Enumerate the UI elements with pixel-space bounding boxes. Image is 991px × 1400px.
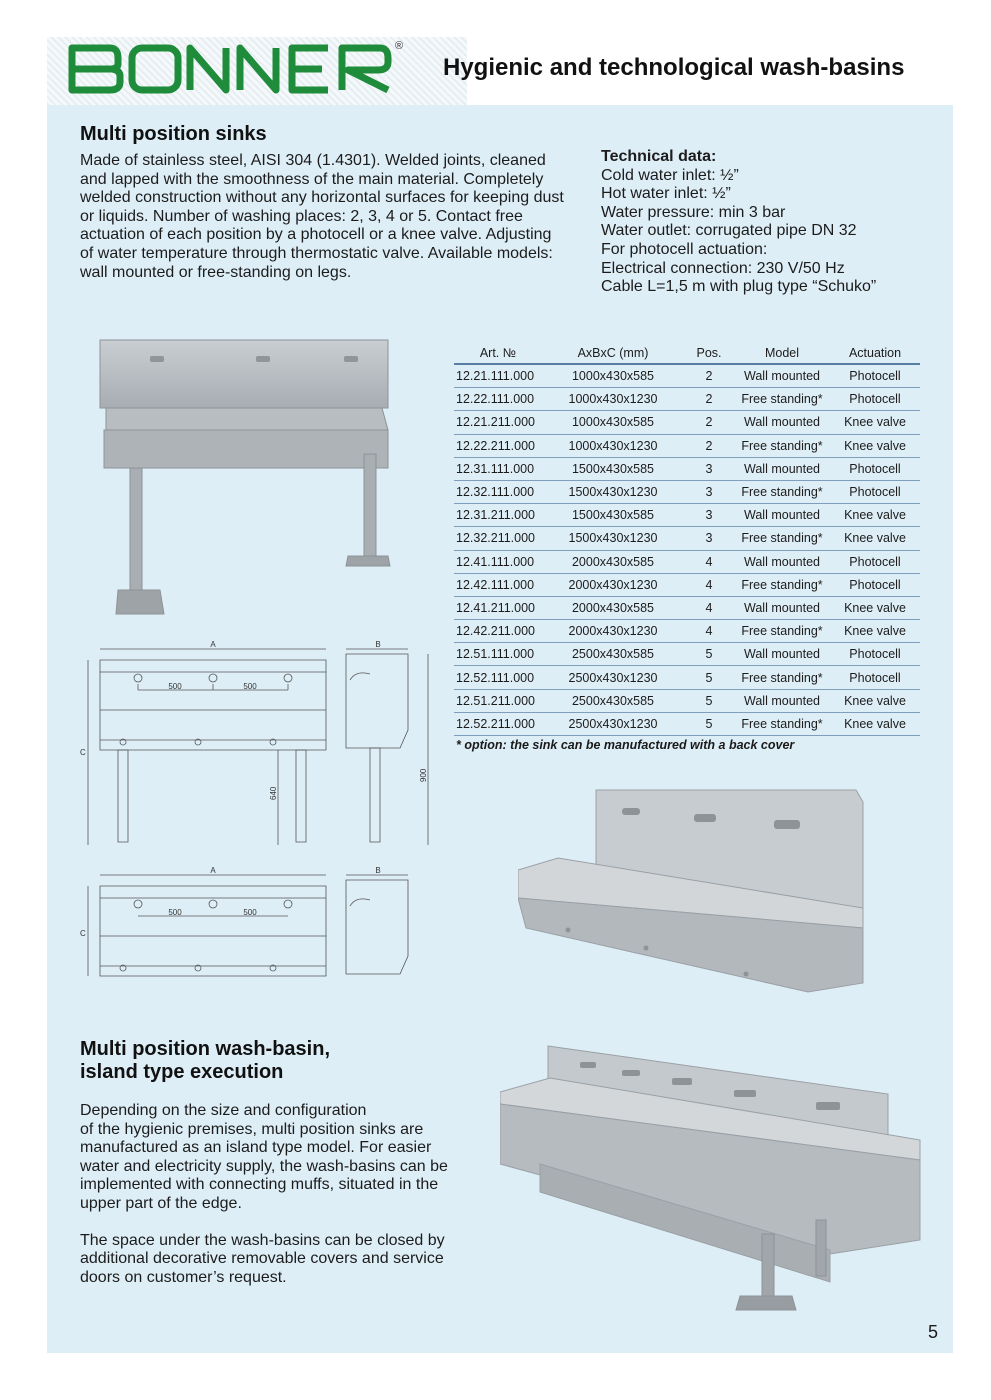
model-cell: Free standing* <box>734 527 830 550</box>
technical-line: For photocell actuation: <box>601 240 768 258</box>
dim-label-a: A <box>210 640 216 649</box>
technical-line: Cable L=1,5 m with plug type “Schuko” <box>601 278 877 296</box>
dim-label-c: C <box>80 929 86 938</box>
dimensions-cell: 1500x430x585 <box>542 504 684 527</box>
positions-cell: 5 <box>684 712 734 735</box>
technical-data <box>601 148 941 297</box>
description-line: or liquids. Number of washing places: 2, 3, 4 or 5. Contact free <box>80 207 523 225</box>
description-line: Made of stainless steel, AISI 304 (1.4301). Welded joints, cleaned <box>80 152 546 169</box>
dimensions-cell: 1500x430x1230 <box>542 480 684 503</box>
section-heading: Multi position sinks <box>80 123 267 145</box>
registered-mark: ® <box>395 40 404 52</box>
dimensions-cell: 1500x430x585 <box>542 457 684 480</box>
actuation-cell: Knee valve <box>830 504 920 527</box>
article-number-cell: 12.51.211.000 <box>454 689 542 712</box>
dimensions-cell: 2500x430x1230 <box>542 712 684 735</box>
dimensions-cell: 1000x430x1230 <box>542 434 684 457</box>
description-line: welded construction without any horizontal surfaces for keeping dust <box>80 189 564 207</box>
table-row <box>454 388 920 411</box>
positions-cell: 4 <box>684 596 734 619</box>
positions-cell: 3 <box>684 480 734 503</box>
dimensions-cell: 2000x430x1230 <box>542 573 684 596</box>
actuation-cell: Photocell <box>830 457 920 480</box>
article-number-cell: 12.52.111.000 <box>454 666 542 689</box>
description-line: of the hygienic premises, multi position sinks are <box>80 1120 424 1138</box>
table-header-row <box>454 343 920 364</box>
table-footnote: * option: the sink can be manufactured with a back cover <box>456 738 795 752</box>
model-cell: Wall mounted <box>734 689 830 712</box>
dimensions-cell: 1000x430x585 <box>542 364 684 388</box>
drawing-free-standing <box>78 640 438 850</box>
table-row <box>454 504 920 527</box>
bonner-logo <box>66 44 396 94</box>
model-cell: Wall mounted <box>734 504 830 527</box>
positions-cell: 5 <box>684 643 734 666</box>
dimensions-cell: 2000x430x585 <box>542 596 684 619</box>
model-cell: Free standing* <box>734 480 830 503</box>
dim-label-a: A <box>210 866 216 875</box>
column-header: Model <box>734 343 830 364</box>
model-cell: Wall mounted <box>734 550 830 573</box>
positions-cell: 2 <box>684 364 734 388</box>
article-number-cell: 12.21.111.000 <box>454 364 542 388</box>
table-row <box>454 457 920 480</box>
column-header: Art. № <box>454 343 542 364</box>
positions-cell: 4 <box>684 620 734 643</box>
article-number-cell: 12.31.211.000 <box>454 504 542 527</box>
dim-label-spacing: 500 <box>168 682 182 691</box>
actuation-cell: Photocell <box>830 573 920 596</box>
table-row <box>454 527 920 550</box>
technical-line: Water outlet: corrugated pipe DN 32 <box>601 222 857 240</box>
article-number-cell: 12.21.211.000 <box>454 411 542 434</box>
positions-cell: 3 <box>684 457 734 480</box>
description-line: doors on customer’s request. <box>80 1268 287 1286</box>
specs-table <box>454 343 920 736</box>
actuation-cell: Knee valve <box>830 596 920 619</box>
technical-line: Cold water inlet: ½” <box>601 166 739 184</box>
positions-cell: 4 <box>684 573 734 596</box>
description-line: of water temperature through thermostatic valve. Available models: <box>80 244 553 262</box>
article-number-cell: 12.22.211.000 <box>454 434 542 457</box>
dim-label-spacing: 500 <box>168 908 182 917</box>
model-cell: Free standing* <box>734 666 830 689</box>
table-row <box>454 689 920 712</box>
model-cell: Wall mounted <box>734 596 830 619</box>
model-cell: Wall mounted <box>734 457 830 480</box>
wall-mounted-sink-photo <box>518 788 866 994</box>
actuation-cell: Knee valve <box>830 712 920 735</box>
description-line: water and electricity supply, the wash-basins can be <box>80 1157 448 1175</box>
article-number-cell: 12.51.111.000 <box>454 643 542 666</box>
dimensions-cell: 2000x430x585 <box>542 550 684 573</box>
technical-line: Electrical connection: 230 V/50 Hz <box>601 259 845 277</box>
positions-cell: 3 <box>684 527 734 550</box>
article-number-cell: 12.32.211.000 <box>454 527 542 550</box>
actuation-cell: Knee valve <box>830 620 920 643</box>
article-number-cell: 12.32.111.000 <box>454 480 542 503</box>
document-title: Hygienic and technological wash-basins <box>443 54 905 81</box>
positions-cell: 5 <box>684 666 734 689</box>
positions-cell: 2 <box>684 411 734 434</box>
description-line: and lapped with the smoothness of the main material. Completely <box>80 170 544 188</box>
dimensions-cell: 2000x430x1230 <box>542 620 684 643</box>
section-heading: island type execution <box>80 1061 284 1083</box>
description-line: actuation of each position by a photocell or a knee valve. Adjusting <box>80 226 552 244</box>
section-heading: Multi position wash-basin, <box>80 1038 330 1060</box>
table-body <box>454 364 920 736</box>
table-row <box>454 666 920 689</box>
positions-cell: 2 <box>684 388 734 411</box>
article-number-cell: 12.42.211.000 <box>454 620 542 643</box>
article-number-cell: 12.41.211.000 <box>454 596 542 619</box>
technical-heading: Technical data: <box>601 148 717 165</box>
positions-cell: 2 <box>684 434 734 457</box>
section-island-type <box>80 1038 330 1084</box>
dimensions-cell: 2500x430x585 <box>542 643 684 666</box>
description-line: manufactured as an island type model. For easier <box>80 1139 432 1157</box>
section-description <box>80 152 590 282</box>
model-cell: Wall mounted <box>734 364 830 388</box>
actuation-cell: Knee valve <box>830 411 920 434</box>
description-line: additional decorative removable covers and service <box>80 1250 444 1268</box>
actuation-cell: Photocell <box>830 666 920 689</box>
model-cell: Free standing* <box>734 620 830 643</box>
positions-cell: 5 <box>684 689 734 712</box>
model-cell: Wall mounted <box>734 411 830 434</box>
actuation-cell: Knee valve <box>830 434 920 457</box>
actuation-cell: Photocell <box>830 643 920 666</box>
article-number-cell: 12.22.111.000 <box>454 388 542 411</box>
table-row <box>454 596 920 619</box>
article-number-cell: 12.52.211.000 <box>454 712 542 735</box>
section-multi-position-sinks <box>80 123 267 146</box>
dimensions-cell: 2500x430x585 <box>542 689 684 712</box>
table-row <box>454 480 920 503</box>
drawing-wall-mounted <box>78 866 438 980</box>
description-line: implemented with connecting muffs, situated in the <box>80 1176 439 1194</box>
island-wash-basin-photo <box>500 1044 924 1314</box>
model-cell: Free standing* <box>734 712 830 735</box>
table-row <box>454 364 920 388</box>
table-row <box>454 550 920 573</box>
dim-label-b: B <box>375 866 381 875</box>
actuation-cell: Photocell <box>830 388 920 411</box>
description-line: wall mounted or free-standing on legs. <box>80 263 352 281</box>
table-row <box>454 434 920 457</box>
technical-line: Water pressure: min 3 bar <box>601 203 786 221</box>
dim-label-b: B <box>375 640 381 649</box>
dimensions-cell: 1000x430x585 <box>542 411 684 434</box>
technical-line: Hot water inlet: ½” <box>601 185 731 203</box>
dim-label-900: 900 <box>419 768 428 782</box>
table-row <box>454 712 920 735</box>
description-line: Depending on the size and configuration <box>80 1102 367 1119</box>
article-number-cell: 12.41.111.000 <box>454 550 542 573</box>
page-number: 5 <box>928 1322 939 1342</box>
column-header: Pos. <box>684 343 734 364</box>
description-line: The space under the wash-basins can be closed by <box>80 1231 445 1249</box>
dim-label-spacing: 500 <box>243 682 257 691</box>
description-line: upper part of the edge. <box>80 1194 242 1212</box>
model-cell: Free standing* <box>734 388 830 411</box>
positions-cell: 4 <box>684 550 734 573</box>
table-row <box>454 643 920 666</box>
dim-label-640: 640 <box>269 786 278 800</box>
actuation-cell: Knee valve <box>830 689 920 712</box>
actuation-cell: Photocell <box>830 550 920 573</box>
column-header: AxBxC (mm) <box>542 343 684 364</box>
dim-label-c: C <box>80 748 86 757</box>
model-cell: Wall mounted <box>734 643 830 666</box>
actuation-cell: Knee valve <box>830 527 920 550</box>
dimensions-cell: 1500x430x1230 <box>542 527 684 550</box>
actuation-cell: Photocell <box>830 480 920 503</box>
article-number-cell: 12.42.111.000 <box>454 573 542 596</box>
model-cell: Free standing* <box>734 434 830 457</box>
table-row <box>454 620 920 643</box>
column-header: Actuation <box>830 343 920 364</box>
island-description <box>80 1102 480 1287</box>
dim-label-spacing: 500 <box>243 908 257 917</box>
article-number-cell: 12.31.111.000 <box>454 457 542 480</box>
dimensions-cell: 1000x430x1230 <box>542 388 684 411</box>
positions-cell: 3 <box>684 504 734 527</box>
table-row <box>454 573 920 596</box>
dimensions-cell: 2500x430x1230 <box>542 666 684 689</box>
free-standing-sink-photo <box>98 338 393 618</box>
model-cell: Free standing* <box>734 573 830 596</box>
table-row <box>454 411 920 434</box>
actuation-cell: Photocell <box>830 364 920 388</box>
